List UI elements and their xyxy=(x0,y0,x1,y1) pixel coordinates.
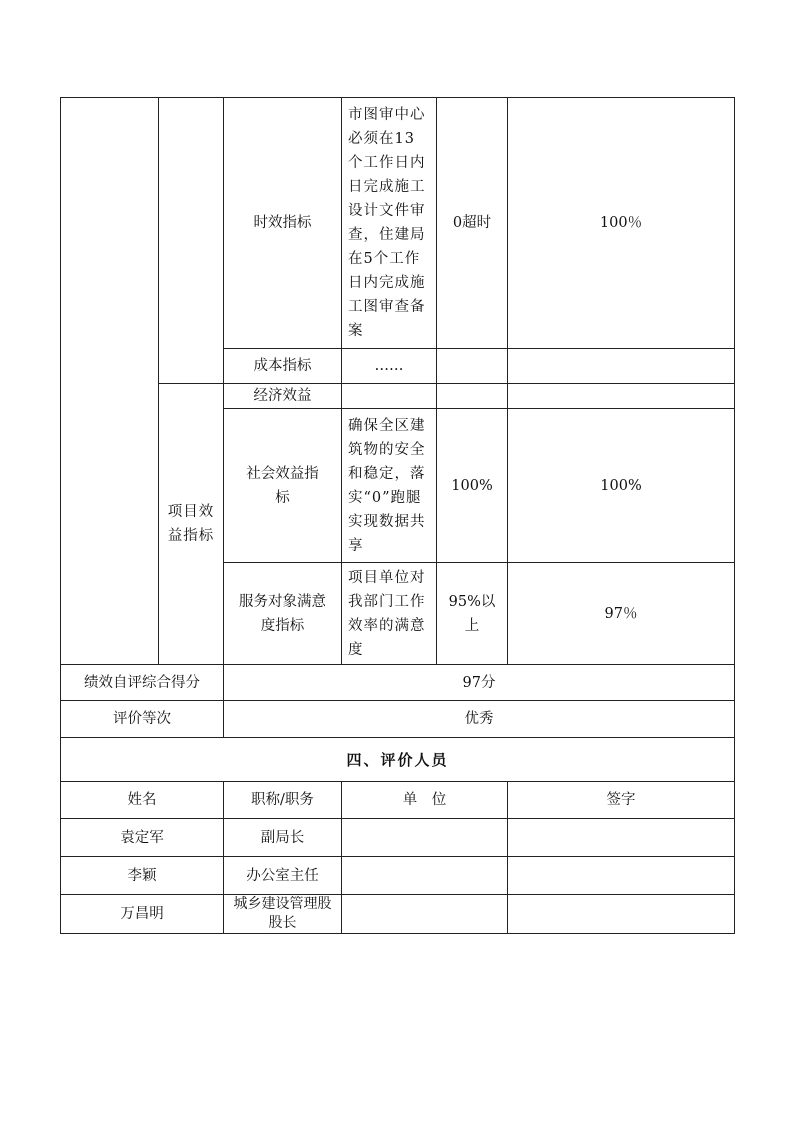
evaluator-row xyxy=(61,857,735,895)
evaluator-name: 万昌明 xyxy=(61,895,224,934)
cost-target xyxy=(437,349,508,384)
header-unit: 单 位 xyxy=(342,782,508,819)
evaluator-unit xyxy=(342,895,508,934)
satisfaction-content: 项目单位对我部门工作效率的满意度 xyxy=(342,563,437,665)
outer-blank-cell xyxy=(61,98,159,665)
economic-target xyxy=(437,384,508,409)
header-title: 职称/职务 xyxy=(224,782,342,819)
grade-row xyxy=(61,701,735,738)
evaluator-unit xyxy=(342,857,508,895)
evaluator-title: 城乡建设管理股股长 xyxy=(224,895,342,934)
evaluator-title: 办公室主任 xyxy=(224,857,342,895)
evaluators-header-row xyxy=(61,782,735,819)
evaluator-name: 李颖 xyxy=(61,857,224,895)
evaluator-name: 袁定军 xyxy=(61,819,224,857)
cost-label: 成本指标 xyxy=(224,349,342,384)
social-target: 100% xyxy=(437,409,508,563)
evaluator-signature xyxy=(508,857,735,895)
header-signature: 签字 xyxy=(508,782,735,819)
economic-actual xyxy=(508,384,735,409)
social-actual: 100% xyxy=(508,409,735,563)
evaluators-section-row xyxy=(61,738,735,782)
satisfaction-actual: 97％ xyxy=(508,563,735,665)
score-row xyxy=(61,665,735,701)
satisfaction-target: 95%以上 xyxy=(437,563,508,665)
output-group-blank-cell xyxy=(159,98,224,384)
performance-evaluation-table xyxy=(60,97,735,934)
header-name: 姓名 xyxy=(61,782,224,819)
economic-label: 经济效益 xyxy=(224,384,342,409)
evaluator-row xyxy=(61,895,735,934)
grade-value: 优秀 xyxy=(224,701,735,738)
score-label: 绩效自评综合得分 xyxy=(61,665,224,701)
social-label: 社会效益指标 xyxy=(224,409,342,563)
grade-label: 评价等次 xyxy=(61,701,224,738)
evaluator-signature xyxy=(508,819,735,857)
cost-content: …… xyxy=(342,349,437,384)
timeliness-row xyxy=(61,98,735,349)
timeliness-content: 市图审中心必须在13个工作日内日完成施工设计文件审查，住建局在5个工作日内完成施工图审查备案 xyxy=(342,98,437,349)
evaluator-unit xyxy=(342,819,508,857)
economic-content xyxy=(342,384,437,409)
benefit-group-label: 项目效益指标 xyxy=(159,384,224,665)
score-value: 97分 xyxy=(224,665,735,701)
timeliness-actual: 100％ xyxy=(508,98,735,349)
evaluator-row xyxy=(61,819,735,857)
timeliness-label: 时效指标 xyxy=(224,98,342,349)
satisfaction-label: 服务对象满意度指标 xyxy=(224,563,342,665)
evaluator-title: 副局长 xyxy=(224,819,342,857)
economic-row xyxy=(61,384,735,409)
timeliness-target: 0超时 xyxy=(437,98,508,349)
social-content: 确保全区建筑物的安全和稳定，落实“0”跑腿实现数据共享 xyxy=(342,409,437,563)
evaluators-section-title: 四、评价人员 xyxy=(61,738,735,782)
evaluator-signature xyxy=(508,895,735,934)
cost-actual xyxy=(508,349,735,384)
